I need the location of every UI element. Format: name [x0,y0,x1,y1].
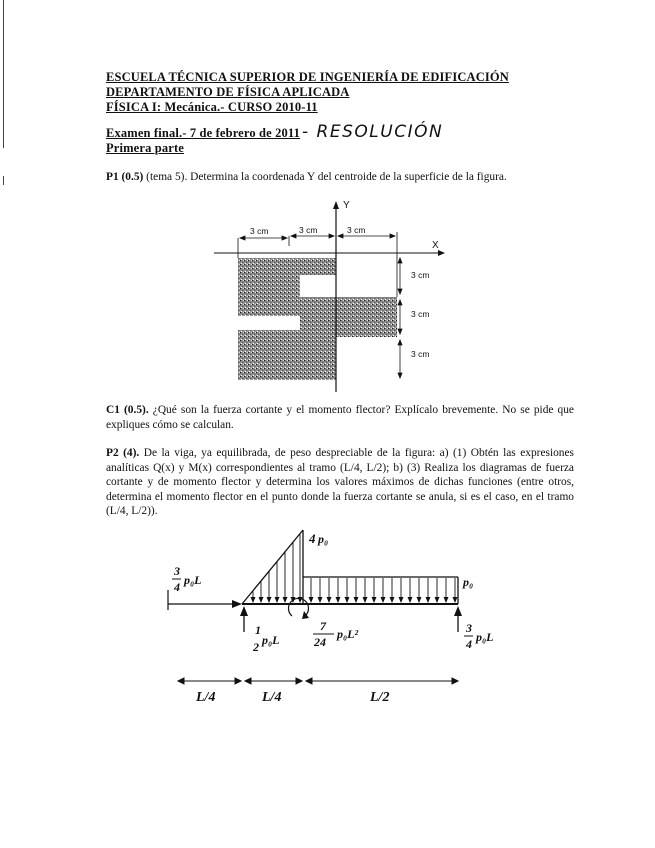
triangular-load-arrows [253,534,300,602]
course-title: FÍSICA I: Mecánica.- CURSO 2010-11 [106,100,318,114]
p1-label: P1 (0.5) [106,171,144,183]
moment-den: 24 [314,635,326,649]
left-load-den: 4 [174,580,180,594]
part-title: Primera parte [106,141,184,155]
moment-symbol-label: p₀L² [337,627,359,641]
reaction-a-symbol: p₀L [262,633,280,647]
p2-text: De la viga, ya equilibrada, de peso despreciable de la figura: a) (1) Obtén las expresiones analíticas Q(x) y M(x) correspondientes al tramo (L/4, L/2); b) (3) Realiza los diagramas de fuerza cortante y de momento flector y determina los valores máximos de dichas funciones (entre otros, determina el momento flector en el punto donde la fuerza cortante se anula, si es el caso, en el tramo (L/4, L/2)). [106,447,574,517]
height-label-1: 3 cm [411,270,430,280]
c1-label: C1 (0.5). [106,404,149,416]
c1-text: ¿Qué son la fuerza cortante y el momento flector? Explícalo brevemente. No se pide que expliques cómo se calculan. [106,404,574,431]
p2-statement [106,446,574,519]
left-load-num: 3 [174,564,180,578]
exam-line [106,122,443,142]
uniform-load-label: p₀ [463,575,474,589]
span-label-2: L/4 [262,690,282,705]
span-dimension-lines [178,678,458,684]
school-name: ESCUELA TÉCNICA SUPERIOR DE INGENIERÍA DE EDIFICACIÓN [106,70,509,84]
scan-edge-tick [3,176,4,185]
width-label-1: 3 cm [250,226,269,236]
peak-load-coef: 4 [309,531,316,546]
span-label-1: L/4 [196,690,216,705]
reaction-b-num: 3 [466,621,472,635]
beam-figure [0,525,655,715]
handwritten-resolution: - RESOLUCIÓN [302,122,444,142]
height-label-2: 3 cm [411,309,430,319]
moment-num: 7 [320,619,326,633]
reaction-b-symbol: p₀L [476,630,494,644]
scan-edge-line [3,0,4,148]
height-label-3: 3 cm [411,349,430,359]
reaction-arrow-b [454,606,462,632]
height-dimension-lines [398,258,402,378]
x-axis-arrow [438,250,445,256]
reaction-a-num: 1 [255,623,261,637]
triangular-load-arrowheads [251,597,303,603]
p1-text: (tema 5). Determina la coordenada Y del centroide de la superficie de la figura. [143,171,507,183]
stippled-shape [238,258,397,380]
triangular-load [242,530,303,604]
span-label-3: L/2 [370,690,390,705]
uniform-load-arrowheads [309,597,458,603]
reaction-arrow-a [240,606,248,632]
left-load-symbol: p₀L [184,573,202,587]
width-label-3: 3 cm [347,225,366,235]
y-axis-arrow [333,201,339,209]
exam-title: Examen final.- 7 de febrero de 2011 [106,126,301,140]
p2-label: P2 (4). [106,447,140,459]
p1-statement [106,170,574,185]
width-label-2: 3 cm [299,225,318,235]
reaction-a-den: 2 [253,640,259,654]
peak-load-symbol: p₀ [318,532,329,546]
department-name: DEPARTAMENTO DE FÍSICA APLICADA [106,85,350,99]
centroid-figure [0,190,655,400]
moment-symbol [288,598,309,619]
uniform-load [303,577,458,604]
c1-statement [106,403,574,432]
y-axis-label: Y [343,200,350,211]
reaction-b-den: 4 [466,637,472,651]
x-axis-label: X [432,240,439,251]
